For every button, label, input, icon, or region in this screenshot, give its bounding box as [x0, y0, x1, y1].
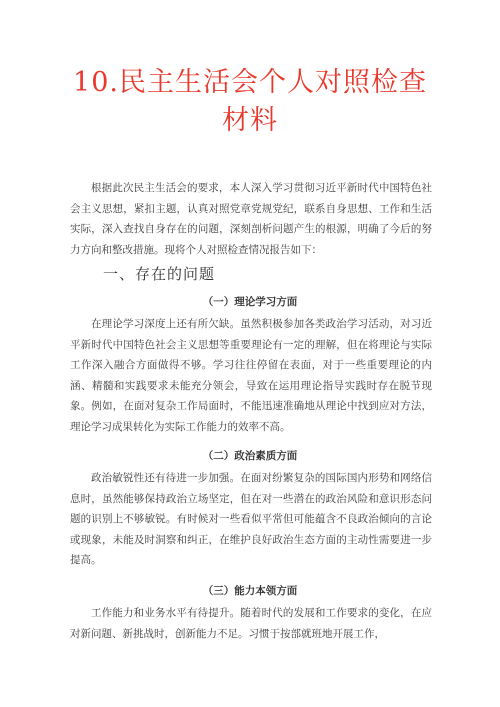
sub-heading-political-quality: （二）政治素质方面 [202, 450, 298, 462]
intro-paragraph: 根据此次民主生活会的要求，本人深入学习贯彻习近平新时代中国特色社会主义思想，紧扣主题，认真对照党章党规党纪，联系自身思想、工作和生活实际，深入查找自身存在的问题，深刻剖析问题产生的根源，明确了今后的努力方向和整改措施。现将个人对照检查情况报告如下： [70, 182, 432, 256]
paragraph-theory-study: 在理论学习深度上还有所欠缺。虽然积极参加各类政治学习活动，对习近平新时代中国特色社会主义思想等重要理论有一定的理解，但在将理论与实际工作深入融合方面做得不够。学习往往停留在表面，对于一些重要理论的内涵、精髓和实践要求未能充分领会，导致在运用理论指导实践时存在脱节现象。例如，在面对复杂工作局面时，不能迅速准确地从理论中找到应对方法，理论学习成果转化为实际工作能力的效率不高。 [70, 318, 432, 433]
section-heading-problems: 一、存在的问题 [103, 265, 216, 283]
sub-heading-theory-study: （一）理论学习方面 [202, 296, 298, 308]
paragraph-ability: 工作能力和业务水平有待提升。随着时代的发展和工作要求的变化，在应对新问题、新挑战时，创新能力不足。习惯于按部就班地开展工作， [70, 607, 432, 640]
sub-heading-ability: （三）能力本领方面 [202, 585, 298, 597]
paragraph-political-quality: 政治敏锐性还有待进一步加强。在面对纷繁复杂的国际国内形势和网络信息时，虽然能够保持政治立场坚定，但在对一些潜在的政治风险和意识形态问题的识别上不够敏锐。有时候对一些看似平常但可能蕴含不良政治倾向的言论或现象，未能及时洞察和纠正，在维护良好政治生态方面的主动性需要进一步提高。 [70, 472, 432, 566]
document-title: 10.民主生活会个人对照检查材料 [73, 67, 427, 136]
